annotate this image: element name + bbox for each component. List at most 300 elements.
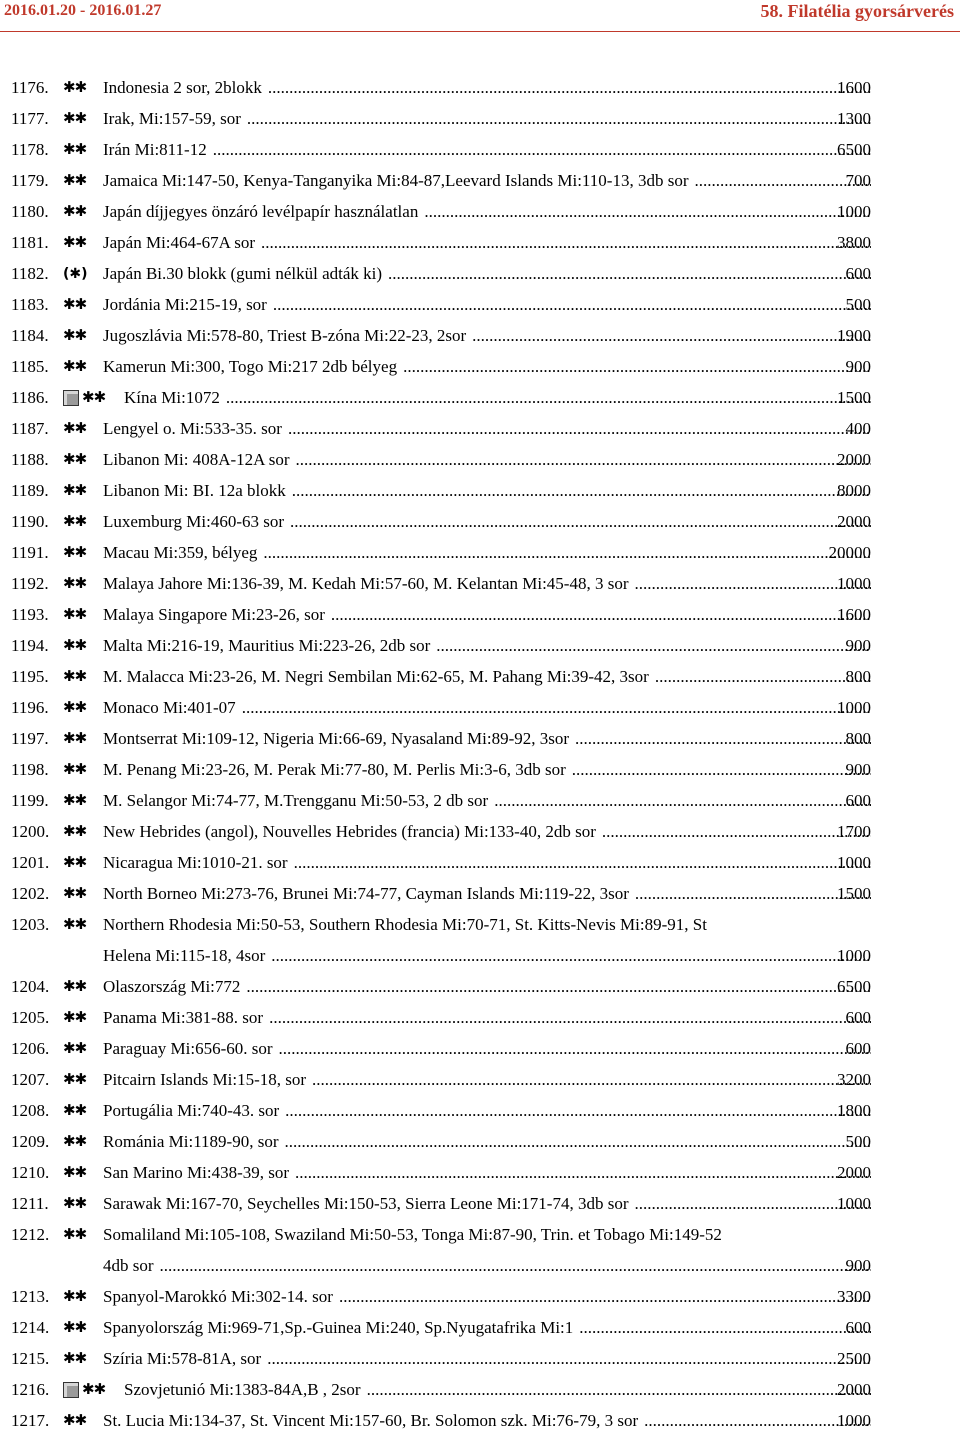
condition-mark xyxy=(63,754,86,785)
mint-star-icon: ✱✱ xyxy=(63,884,87,902)
dot-leader xyxy=(629,568,872,599)
lot-description-line xyxy=(103,506,871,537)
lot-number: 1184. xyxy=(11,326,49,345)
lot-description-line xyxy=(103,1095,871,1126)
lot-row xyxy=(0,878,960,909)
lot-row xyxy=(0,971,960,1002)
lot-description: Libanon Mi: 408A-12A sor xyxy=(103,450,290,469)
mint-star-icon: ✱✱ xyxy=(63,202,87,220)
lot-price: 1000 xyxy=(837,1411,871,1430)
dot-leader xyxy=(466,320,871,351)
condition-mark xyxy=(63,1002,86,1033)
condition-mark xyxy=(63,196,86,227)
dot-leader xyxy=(255,227,871,258)
lot-price: 500 xyxy=(845,295,871,314)
lot-row xyxy=(0,103,960,134)
mint-star-icon: ✱✱ xyxy=(63,450,87,468)
lot-description: M. Penang Mi:23-26, M. Perak Mi:77-80, M. Perlis Mi:3-6, 3db sor xyxy=(103,760,566,779)
lot-number: 1199. xyxy=(11,791,49,810)
condition-mark xyxy=(63,785,86,816)
condition-mark xyxy=(63,1374,105,1405)
lot-price: 1800 xyxy=(837,1101,871,1120)
dot-leader xyxy=(629,1188,872,1219)
lot-price: 600 xyxy=(845,264,871,283)
lot-row xyxy=(0,382,960,413)
lot-number: 1197. xyxy=(11,729,49,748)
condition-mark xyxy=(63,630,86,661)
lot-description-line xyxy=(103,165,871,196)
lot-row xyxy=(0,1219,960,1281)
lot-number: 1191. xyxy=(11,543,49,562)
lot-description-line xyxy=(103,475,871,506)
lot-row xyxy=(0,258,960,289)
mint-star-icon: ✱✱ xyxy=(63,667,87,685)
lot-number: 1209. xyxy=(11,1132,50,1151)
condition-mark xyxy=(63,1219,86,1250)
lot-description: St. Lucia Mi:134-37, St. Vincent Mi:157-60, Br. Solomon szk. Mi:76-79, 3 sor xyxy=(103,1411,639,1430)
lot-row xyxy=(0,1405,960,1436)
lot-description-continued xyxy=(103,940,871,971)
lot-price: 6500 xyxy=(837,977,871,996)
condition-mark xyxy=(63,909,86,940)
lot-row xyxy=(0,661,960,692)
lot-number: 1187. xyxy=(11,419,49,438)
auction-title: 58. Filatélia gyorsárverés xyxy=(760,1,954,21)
lot-description-continued xyxy=(103,1250,871,1281)
lot-description-line xyxy=(103,692,871,723)
lot-price: 3300 xyxy=(837,1287,871,1306)
lot-description: Macau Mi:359, bélyeg xyxy=(103,543,258,562)
lot-price: 1000 xyxy=(837,698,871,717)
lot-description: Japán Mi:464-67A sor xyxy=(103,233,256,252)
lot-description: Szíria Mi:578-81A, sor xyxy=(103,1349,262,1368)
lot-description-cont-text: 4db sor xyxy=(103,1256,154,1275)
dot-leader xyxy=(288,847,871,878)
condition-mark xyxy=(63,1064,86,1095)
dot-leader xyxy=(282,413,871,444)
lot-price: 3200 xyxy=(837,1070,871,1089)
lot-number: 1183. xyxy=(11,295,49,314)
lot-description: Northern Rhodesia Mi:50-53, Southern Rhodesia Mi:70-71, St. Kitts-Nevis Mi:89-91, St xyxy=(103,915,707,934)
mint-star-icon: ✱✱ xyxy=(63,1318,87,1336)
lot-price: 900 xyxy=(845,760,871,779)
lot-description-line xyxy=(103,568,871,599)
lot-row xyxy=(0,506,960,537)
condition-mark xyxy=(63,134,86,165)
condition-mark xyxy=(63,1188,86,1219)
lot-price: 800 xyxy=(845,729,871,748)
lot-description: Malaya Jahore Mi:136-39, M. Kedah Mi:57-60, M. Kelantan Mi:45-48, 3 sor xyxy=(103,574,629,593)
condition-mark xyxy=(63,72,86,103)
lot-price: 1000 xyxy=(837,202,871,221)
stamp-sheet-icon xyxy=(63,390,79,406)
dot-leader xyxy=(382,258,871,289)
mint-star-icon: ✱✱ xyxy=(63,1194,87,1212)
mint-star-icon: ✱✱ xyxy=(63,1411,87,1429)
lot-number: 1195. xyxy=(11,667,49,686)
lot-description-line xyxy=(103,1002,871,1033)
mint-star-icon: ✱✱ xyxy=(63,109,87,127)
condition-mark xyxy=(63,816,86,847)
mint-star-icon: ✱✱ xyxy=(63,977,87,995)
lot-price: 2500 xyxy=(837,1349,871,1368)
condition-mark xyxy=(63,1343,86,1374)
mint-star-icon: ✱✱ xyxy=(63,636,87,654)
lot-description: Monaco Mi:401-07 xyxy=(103,698,236,717)
dot-leader xyxy=(273,1033,871,1064)
lot-price: 900 xyxy=(845,357,871,376)
lot-description-line xyxy=(103,72,871,103)
lot-price: 2000 xyxy=(837,1163,871,1182)
lot-number: 1194. xyxy=(11,636,49,655)
lot-description-line xyxy=(103,661,871,692)
dot-leader xyxy=(488,785,871,816)
condition-mark xyxy=(63,413,86,444)
condition-mark xyxy=(63,506,86,537)
lot-row xyxy=(0,134,960,165)
lot-price: 20000 xyxy=(828,543,871,562)
lot-description: San Marino Mi:438-39, sor xyxy=(103,1163,290,1182)
lot-number: 1201. xyxy=(11,853,50,872)
dot-leader xyxy=(286,475,871,506)
dot-leader xyxy=(154,1250,871,1281)
lot-row xyxy=(0,754,960,785)
lot-price: 1600 xyxy=(837,78,871,97)
lot-number: 1203. xyxy=(11,915,50,934)
mint-star-icon: ✱✱ xyxy=(63,326,87,344)
lot-description: Szovjetunió Mi:1383-84A,B , 2sor xyxy=(124,1380,361,1399)
condition-mark xyxy=(63,568,86,599)
mint-star-icon: ✱✱ xyxy=(82,388,106,406)
lot-number: 1214. xyxy=(11,1318,50,1337)
lot-price: 1500 xyxy=(837,388,871,407)
dot-leader xyxy=(596,816,871,847)
lot-row xyxy=(0,475,960,506)
mint-star-icon: ✱✱ xyxy=(63,915,87,933)
dot-leader xyxy=(207,134,871,165)
lot-price: 600 xyxy=(845,1039,871,1058)
lot-row xyxy=(0,568,960,599)
lot-row xyxy=(0,1033,960,1064)
dot-leader xyxy=(261,1343,871,1374)
lot-number: 1202. xyxy=(11,884,50,903)
date-range: 2016.01.20 - 2016.01.27 xyxy=(4,2,162,19)
lot-row xyxy=(0,1126,960,1157)
lot-number: 1181. xyxy=(11,233,49,252)
lot-price: 1000 xyxy=(837,1194,871,1213)
lot-number: 1204. xyxy=(11,977,50,996)
lot-number: 1198. xyxy=(11,760,49,779)
lot-price: 1900 xyxy=(837,326,871,345)
lot-row xyxy=(0,630,960,661)
lot-price: 3800 xyxy=(837,233,871,252)
lot-price: 900 xyxy=(845,636,871,655)
dot-leader xyxy=(333,1281,871,1312)
lot-description-line xyxy=(103,785,871,816)
mint-star-icon: ✱✱ xyxy=(63,295,87,313)
lot-price: 1000 xyxy=(837,853,871,872)
condition-mark xyxy=(63,1405,86,1436)
mint-star-icon: ✱✱ xyxy=(63,698,87,716)
lot-description: Nicaragua Mi:1010-21. sor xyxy=(103,853,288,872)
lot-description: Montserrat Mi:109-12, Nigeria Mi:66-69, Nyasaland Mi:89-92, 3sor xyxy=(103,729,570,748)
dot-leader xyxy=(689,165,872,196)
lot-row xyxy=(0,1374,960,1405)
dot-leader xyxy=(279,1126,872,1157)
lot-number: 1177. xyxy=(11,109,49,128)
condition-mark xyxy=(63,1126,86,1157)
condition-mark xyxy=(63,661,86,692)
lot-number: 1205. xyxy=(11,1008,50,1027)
condition-mark xyxy=(63,444,86,475)
lot-row xyxy=(0,785,960,816)
lot-number: 1212. xyxy=(11,1225,50,1244)
mint-star-icon: ✱✱ xyxy=(63,1070,87,1088)
mint-star-icon: ✱✱ xyxy=(63,1349,87,1367)
mint-star-icon: ✱✱ xyxy=(63,1008,87,1026)
mint-star-icon: ✱✱ xyxy=(63,1101,87,1119)
lot-price: 1700 xyxy=(837,822,871,841)
lot-price: 1000 xyxy=(837,574,871,593)
header-divider xyxy=(0,31,960,32)
condition-mark xyxy=(63,382,105,413)
lot-number: 1193. xyxy=(11,605,49,624)
lot-price: 2000 xyxy=(837,512,871,531)
lot-description: Kína Mi:1072 xyxy=(124,388,220,407)
lot-number: 1196. xyxy=(11,698,49,717)
lot-number: 1186. xyxy=(11,388,49,407)
lot-description: Malta Mi:216-19, Mauritius Mi:223-26, 2db sor xyxy=(103,636,431,655)
lot-description: Malaya Singapore Mi:23-26, sor xyxy=(103,605,325,624)
lot-row xyxy=(0,723,960,754)
mint-star-icon: ✱✱ xyxy=(63,1163,87,1181)
page-header xyxy=(0,0,960,28)
lot-price: 600 xyxy=(845,1318,871,1337)
dot-leader xyxy=(284,506,871,537)
lot-description-line xyxy=(103,816,871,847)
lot-description-line xyxy=(103,1157,871,1188)
dot-leader xyxy=(279,1095,871,1126)
lot-description-line xyxy=(103,754,871,785)
mint-star-icon: ✱✱ xyxy=(63,1132,87,1150)
lot-description: Paraguay Mi:656-60. sor xyxy=(103,1039,273,1058)
lot-description-line xyxy=(103,630,871,661)
mint-star-icon: ✱✱ xyxy=(63,78,87,96)
lot-description: Jugoszlávia Mi:578-80, Triest B-zóna Mi:22-23, 2sor xyxy=(103,326,467,345)
mint-star-icon: ✱✱ xyxy=(63,419,87,437)
lot-row xyxy=(0,72,960,103)
dot-leader xyxy=(649,661,871,692)
lot-description: New Hebrides (angol), Nouvelles Hebrides (francia) Mi:133-40, 2db sor xyxy=(103,822,596,841)
lot-description-line xyxy=(103,1343,871,1374)
lot-description-line xyxy=(103,537,871,568)
lot-description-line xyxy=(103,1064,871,1095)
lot-description: Japán Bi.30 blokk (gumi nélkül adták ki) xyxy=(103,264,383,283)
lot-description: Jamaica Mi:147-50, Kenya-Tanganyika Mi:84-87,Leevard Islands Mi:110-13, 3db sor xyxy=(103,171,689,190)
lot-description-line xyxy=(103,289,871,320)
dot-leader xyxy=(267,289,871,320)
mint-star-icon: ✱✱ xyxy=(63,233,87,251)
condition-mark xyxy=(63,1157,86,1188)
condition-mark xyxy=(63,537,86,568)
lot-row xyxy=(0,196,960,227)
condition-mark xyxy=(63,320,86,351)
lot-price: 900 xyxy=(845,1256,871,1275)
dot-leader xyxy=(240,971,871,1002)
lot-price: 2000 xyxy=(837,450,871,469)
lot-price: 600 xyxy=(845,1008,871,1027)
condition-mark xyxy=(63,971,86,1002)
lot-description-line xyxy=(124,382,871,413)
lot-row xyxy=(0,227,960,258)
lot-description: Pitcairn Islands Mi:15-18, sor xyxy=(103,1070,307,1089)
lot-description: M. Malacca Mi:23-26, M. Negri Sembilan Mi:62-65, M. Pahang Mi:39-42, 3sor xyxy=(103,667,649,686)
lot-description-line xyxy=(103,444,871,475)
lot-description-line xyxy=(103,878,871,909)
lot-number: 1213. xyxy=(11,1287,50,1306)
lot-description-line xyxy=(103,723,871,754)
lot-description: Sarawak Mi:167-70, Seychelles Mi:150-53, Sierra Leone Mi:171-74, 3db sor xyxy=(103,1194,629,1213)
lot-description: Irán Mi:811-12 xyxy=(103,140,207,159)
lot-description: Lengyel o. Mi:533-35. sor xyxy=(103,419,282,438)
condition-mark xyxy=(63,258,88,289)
mint-star-icon: ✱✱ xyxy=(63,729,87,747)
mint-star-icon: ✱✱ xyxy=(63,605,87,623)
dot-leader xyxy=(430,630,871,661)
mint-star-icon: ✱✱ xyxy=(82,1380,106,1398)
lot-number: 1211. xyxy=(11,1194,49,1213)
lot-description-line xyxy=(103,847,871,878)
condition-mark xyxy=(63,1033,86,1064)
mint-star-icon: ✱✱ xyxy=(63,760,87,778)
condition-mark xyxy=(63,723,86,754)
condition-mark xyxy=(63,289,86,320)
lot-description-line xyxy=(103,320,871,351)
lot-row xyxy=(0,599,960,630)
lot-description-cont-text: Helena Mi:115-18, 4sor xyxy=(103,946,266,965)
lot-price: 1300 xyxy=(837,109,871,128)
condition-mark xyxy=(63,475,86,506)
lot-description: Spanyol-Marokkó Mi:302-14. sor xyxy=(103,1287,333,1306)
lot-number: 1216. xyxy=(11,1380,50,1399)
dot-leader xyxy=(325,599,871,630)
lot-description: M. Selangor Mi:74-77, M.Trengganu Mi:50-53, 2 db sor xyxy=(103,791,489,810)
mint-star-icon: ✱✱ xyxy=(63,1287,87,1305)
lot-description-line xyxy=(103,1126,871,1157)
lot-number: 1207. xyxy=(11,1070,50,1089)
lot-row xyxy=(0,847,960,878)
lot-description: Jordánia Mi:215-19, sor xyxy=(103,295,267,314)
lot-description-line xyxy=(124,1374,871,1405)
lot-price: 600 xyxy=(845,791,871,810)
dot-leader xyxy=(306,1064,871,1095)
lot-row xyxy=(0,1312,960,1343)
lot-description: Spanyolország Mi:969-71,Sp.-Guinea Mi:240, Sp.Nyugatafrika Mi:1 xyxy=(103,1318,574,1337)
lot-price: 2000 xyxy=(837,1380,871,1399)
lot-number: 1190. xyxy=(11,512,49,531)
lot-number: 1192. xyxy=(11,574,49,593)
lot-number: 1189. xyxy=(11,481,49,500)
lot-row xyxy=(0,1281,960,1312)
mint-star-icon: ✱✱ xyxy=(63,543,87,561)
lot-description: Panama Mi:381-88. sor xyxy=(103,1008,264,1027)
lot-row xyxy=(0,909,960,971)
lot-description-line xyxy=(103,1405,871,1436)
lot-number: 1182. xyxy=(11,264,49,283)
lot-description-line xyxy=(103,227,871,258)
lot-description: Irak, Mi:157-59, sor xyxy=(103,109,241,128)
lot-row xyxy=(0,1343,960,1374)
lot-row xyxy=(0,1095,960,1126)
lot-description-line xyxy=(103,134,871,165)
lot-number: 1215. xyxy=(11,1349,50,1368)
mint-star-icon: ✱✱ xyxy=(63,1225,87,1243)
lot-description: Indonesia 2 sor, 2blokk xyxy=(103,78,262,97)
lot-description: Kamerun Mi:300, Togo Mi:217 2db bélyeg xyxy=(103,357,398,376)
mint-star-icon: ✱✱ xyxy=(63,791,87,809)
lot-row xyxy=(0,1002,960,1033)
lot-row xyxy=(0,692,960,723)
lot-description: Japán díjjegyes önzáró levélpapír használatlan xyxy=(103,202,419,221)
lot-number: 1176. xyxy=(11,78,49,97)
lot-number: 1178. xyxy=(11,140,49,159)
lot-price: 700 xyxy=(845,171,871,190)
dot-leader xyxy=(257,537,871,568)
lot-description: Luxemburg Mi:460-63 sor xyxy=(103,512,285,531)
lot-description-line xyxy=(103,351,871,382)
condition-mark xyxy=(63,1095,86,1126)
condition-mark xyxy=(63,847,86,878)
condition-mark xyxy=(63,103,86,134)
mint-star-icon: ✱✱ xyxy=(63,512,87,530)
lot-row xyxy=(0,816,960,847)
dot-leader xyxy=(262,72,871,103)
mint-star-icon: ✱✱ xyxy=(63,481,87,499)
dot-leader xyxy=(629,878,871,909)
mint-star-icon: ✱✱ xyxy=(63,822,87,840)
lot-description-line xyxy=(103,103,871,134)
condition-mark xyxy=(63,1312,86,1343)
lot-description-line xyxy=(103,1281,871,1312)
mint-star-icon: ✱✱ xyxy=(63,357,87,375)
lot-description-line xyxy=(103,1312,871,1343)
lot-price: 1600 xyxy=(837,605,871,624)
dot-leader xyxy=(573,1312,871,1343)
lot-row xyxy=(0,537,960,568)
condition-mark xyxy=(63,227,86,258)
lot-price: 800 xyxy=(845,667,871,686)
lot-number: 1210. xyxy=(11,1163,50,1182)
mint-star-icon: ✱✱ xyxy=(63,853,87,871)
condition-mark xyxy=(63,878,86,909)
mint-star-icon: ✱✱ xyxy=(63,171,87,189)
lot-row xyxy=(0,289,960,320)
lot-row xyxy=(0,413,960,444)
stamp-sheet-icon xyxy=(63,1382,79,1398)
lot-number: 1188. xyxy=(11,450,49,469)
lot-row xyxy=(0,351,960,382)
lot-description: Románia Mi:1189-90, sor xyxy=(103,1132,279,1151)
dot-leader xyxy=(263,1002,871,1033)
lot-description-line xyxy=(103,971,871,1002)
lot-number: 1217. xyxy=(11,1411,50,1430)
lot-number: 1200. xyxy=(11,822,50,841)
mint-star-icon: ✱✱ xyxy=(63,574,87,592)
lot-description-line xyxy=(103,1188,871,1219)
lot-description: Olaszország Mi:772 xyxy=(103,977,241,996)
dot-leader xyxy=(220,382,871,413)
lot-row xyxy=(0,1064,960,1095)
